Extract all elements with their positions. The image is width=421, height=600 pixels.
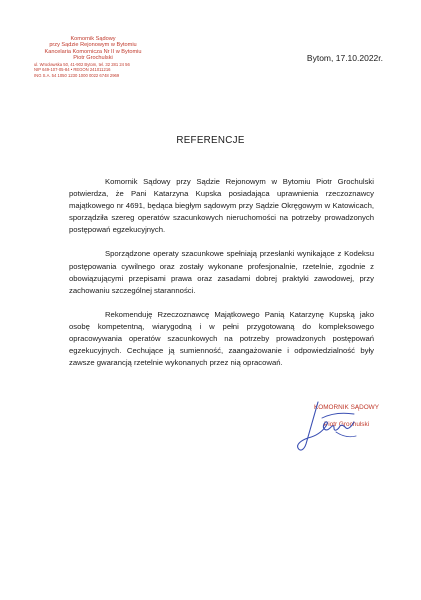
body-paragraph: Rekomenduję Rzeczoznawcę Majątkowego Panią Katarzynę Kupską jako osobę kompetentną, wiarygodną i w pełni przygotowaną do kompleksowego opracowywania operatów szacunkowych na potrzeby prowadzonych postępowań egzekucyjnych. Cechujące ją sumienność, zaangażowanie i odpowiedzialność były zawsze gwarancją rzetelnie wykonanych przez nią opracowań.	[69, 309, 374, 368]
bailiff-header-stamp	[18, 36, 168, 78]
body-paragraph: Sporządzone operaty szacunkowe spełniają przesłanki wynikające z Kodeksu postępowania cywilnego oraz zostały wykonane profesjonalnie, rzetelnie, zgodnie z obowiązującymi przepisami prawa oraz zasadami dobrej praktyki zawodowej, przy zachowaniu szczególnej staranności.	[69, 249, 374, 295]
document-date: Bytom, 17.10.2022r.	[306, 53, 383, 63]
signature-stamp-line: Piotr Grochulski	[324, 421, 370, 429]
stamp-line: Kancelaria Komornicza Nr II w Bytomiu	[44, 48, 142, 55]
document-title: REFERENCJE	[176, 135, 245, 146]
handwritten-signature	[296, 396, 376, 456]
stamp-tax-ids: NIP 649-107-05-84 • REGON 241011216	[34, 67, 111, 73]
stamp-line: przy Sądzie Rejonowym w Bytomiu	[49, 42, 137, 49]
stamp-address: ul. Wrocławska 50, 41-902 Bytom, tel. 32 281 24 56	[34, 61, 130, 67]
signature-stamp-line: KOMORNIK SĄDOWY	[314, 404, 379, 411]
body-paragraph: Komornik Sądowy przy Sądzie Rejonowym w Bytomiu Piotr Grochulski potwierdza, że Pani Katarzyna Kupska posiadająca uprawnienia rzeczoznawcy majątkowego nr 4691, będąca biegłym sądowym przy Sądzie Okręgowym w Katowicach, sporządziła szereg operatów szacunkowych nieruchomości na potrzeby prowadzonych postępowań egzekucyjnych.	[69, 177, 374, 235]
document-body	[69, 176, 374, 381]
stamp-line: Komornik Sądowy	[70, 36, 116, 42]
stamp-line: Piotr Grochulski	[73, 55, 113, 62]
stamp-bank-account: ING S.A. 54 1050 1230 1000 0022 6748 2969	[34, 72, 120, 78]
